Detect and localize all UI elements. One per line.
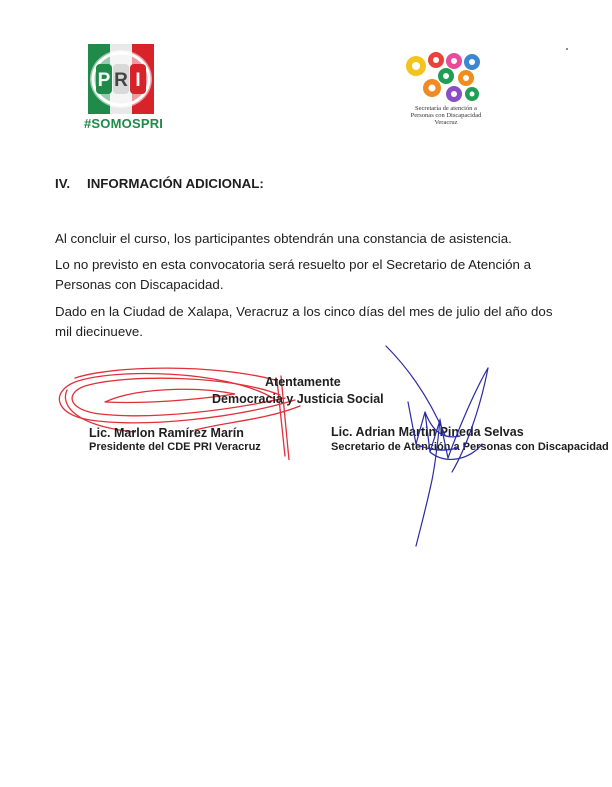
paragraph-fecha: Dado en la Ciudad de Xalapa, Veracruz a los cinco días del mes de julio del año dos mil diecinueve. <box>55 304 553 339</box>
secretaria-logo-caption <box>392 105 500 126</box>
section-heading <box>55 176 264 191</box>
pri-letter-r: R <box>114 70 128 91</box>
corner-mark <box>566 48 568 50</box>
blue-handwritten-signature <box>370 340 500 550</box>
pri-hashtag: #SOMOSPRI <box>84 116 164 131</box>
pri-letter-p: P <box>97 70 111 91</box>
signatory-name: Lic. Adrian Martin Pineda Selvas <box>331 425 524 439</box>
caption-line: Veracruz <box>434 119 458 126</box>
closing-atentamente: Atentamente <box>265 375 341 389</box>
signatory-title: Secretario de Atención a Personas con Discapacidad <box>331 441 609 453</box>
caption-line: Secretaría de atención a <box>415 105 477 112</box>
section-number: IV. <box>55 176 71 191</box>
pri-letter-i: I <box>135 70 141 91</box>
paragraph-constancia: Al concluir el curso, los participantes obtendrán una constancia de asistencia. <box>55 231 512 246</box>
paragraph-no-previsto: Lo no previsto en esta convocatoria será resuelto por el Secretario de Atención a Personas con Discapacidad. <box>55 257 532 292</box>
closing-slogan: Democracia y Justicia Social <box>212 392 384 406</box>
section-title: INFORMACIÓN ADICIONAL: <box>87 176 264 191</box>
caption-line: Personas con Discapacidad <box>410 112 482 119</box>
signatory-name: Lic. Marlon Ramírez Marín <box>89 426 244 440</box>
pri-logo <box>88 44 154 114</box>
colorful-gears-logo-icon <box>402 50 488 106</box>
signatory-title: Presidente del CDE PRI Veracruz <box>89 441 261 453</box>
